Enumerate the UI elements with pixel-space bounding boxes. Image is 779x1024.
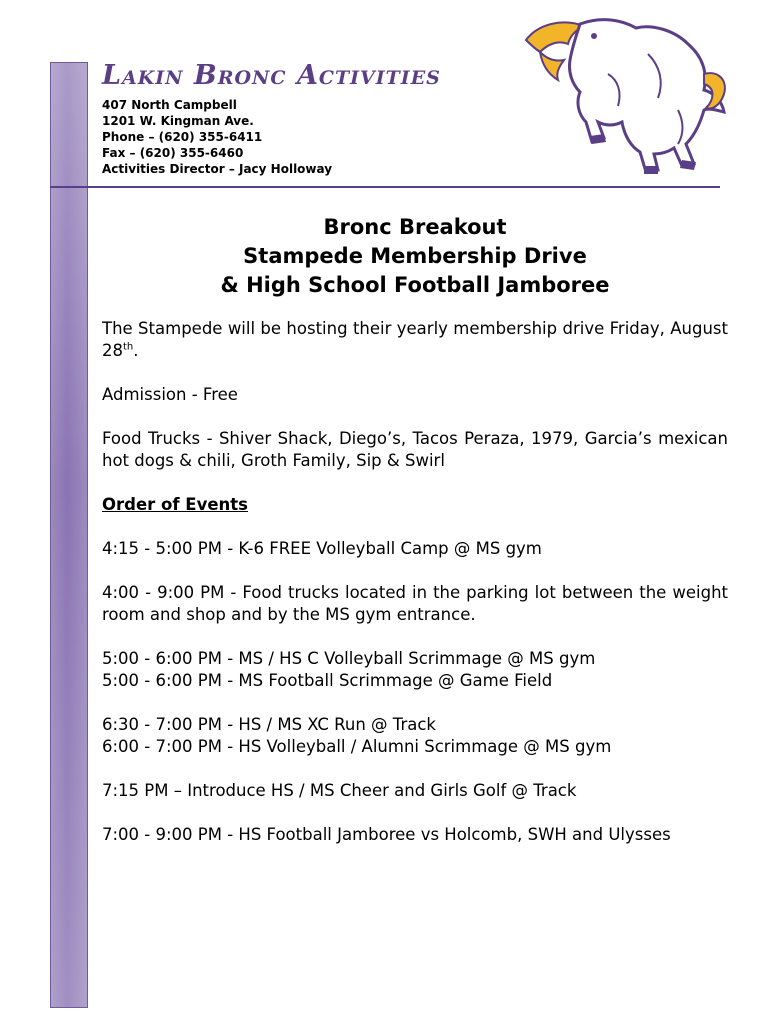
- bucking-bronco-icon: [518, 14, 730, 176]
- intro-paragraph: [102, 318, 728, 362]
- contact-block: [102, 97, 432, 177]
- address-line-1: 407 North Campbell: [102, 98, 237, 112]
- fax-line: Fax – (620) 355-6460: [102, 146, 244, 160]
- event-item: 5:00 - 6:00 PM - MS Football Scrimmage @ Game Field: [102, 671, 553, 690]
- events-list: [102, 538, 728, 846]
- intro-text: The Stampede will be hosting their yearly membership drive Friday, August 28: [102, 319, 728, 360]
- decorative-sidebar-bar: [50, 62, 88, 1008]
- event-item: 7:00 - 9:00 PM - HS Football Jamboree vs Holcomb, SWH and Ulysses: [102, 825, 671, 844]
- event-group: [102, 824, 728, 846]
- admission-line: Admission - Free: [102, 385, 238, 404]
- food-trucks-paragraph: Food Trucks - Shiver Shack, Diego’s, Tacos Peraza, 1979, Garcia’s mexican hot dogs & chili, Groth Family, Sip & Swirl: [102, 429, 728, 470]
- event-title: [102, 213, 728, 300]
- phone-line: Phone – (620) 355-6411: [102, 130, 263, 144]
- title-line-3: & High School Football Jamboree: [220, 273, 610, 297]
- title-line-1: Bronc Breakout: [323, 215, 507, 239]
- event-group: [102, 648, 728, 692]
- event-item: 4:15 - 5:00 PM - K-6 FREE Volleyball Camp @ MS gym: [102, 539, 542, 558]
- events-heading: Order of Events: [102, 495, 248, 514]
- event-item: 6:30 - 7:00 PM - HS / MS XC Run @ Track: [102, 715, 436, 734]
- director-line: Activities Director – Jacy Holloway: [102, 162, 333, 176]
- intro-end: .: [133, 341, 139, 360]
- event-item: 7:15 PM – Introduce HS / MS Cheer and Girls Golf @ Track: [102, 781, 577, 800]
- date-suffix: th: [123, 341, 134, 353]
- event-item: 5:00 - 6:00 PM - MS / HS C Volleyball Scrimmage @ MS gym: [102, 649, 596, 668]
- document-body: [102, 318, 728, 868]
- event-item: 6:00 - 7:00 PM - HS Volleyball / Alumni Scrimmage @ MS gym: [102, 737, 612, 756]
- event-group: [102, 582, 728, 626]
- title-line-2: Stampede Membership Drive: [243, 244, 587, 268]
- event-group: [102, 538, 728, 560]
- event-item: 4:00 - 9:00 PM - Food trucks located in the parking lot between the weight room and shop and by the MS gym entrance.: [102, 583, 728, 624]
- header-divider: [50, 186, 720, 188]
- event-group: [102, 714, 728, 758]
- event-group: [102, 780, 728, 802]
- org-name: Lakin Bronc Activities: [102, 60, 441, 91]
- address-line-2: 1201 W. Kingman Ave.: [102, 114, 254, 128]
